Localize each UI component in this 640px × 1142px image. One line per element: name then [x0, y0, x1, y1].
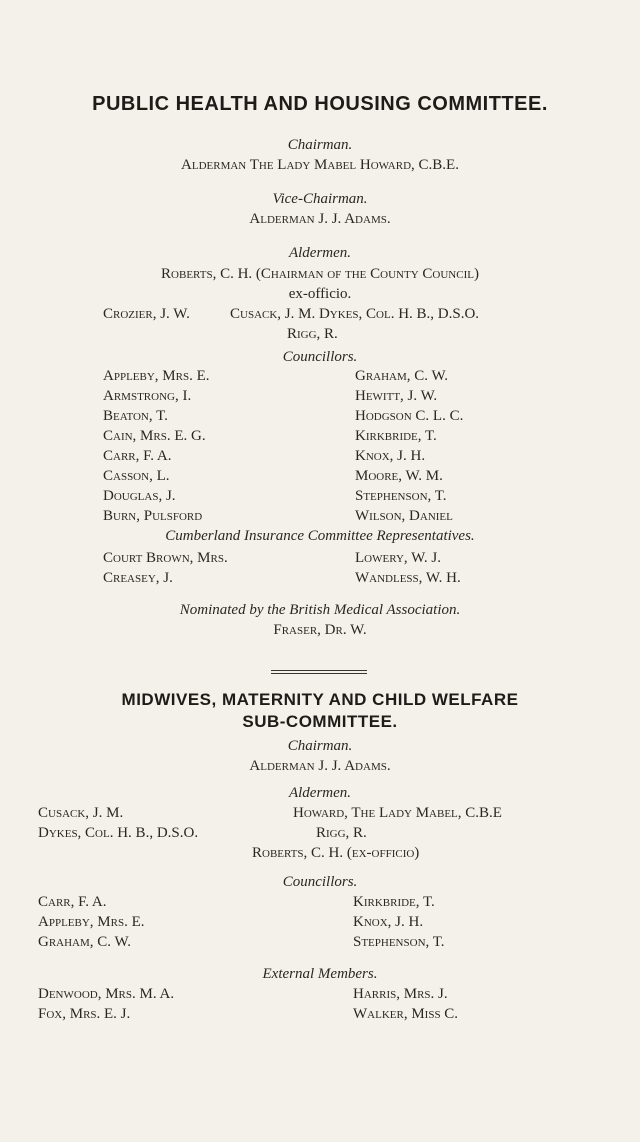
list-item: Creasey, J.: [103, 570, 173, 586]
list-item: Kirkbride, T.: [355, 428, 437, 444]
list-item: Cusack, J. M.: [38, 805, 124, 821]
aldermen-line: Cusack, J. M. Dykes, Col. H. B., D.S.O.: [230, 306, 480, 322]
aldermen-label: Aldermen.: [288, 245, 352, 261]
list-item: Stephenson, T.: [353, 934, 445, 950]
list-item: Hodgson C. L. C.: [355, 408, 464, 424]
councillors-label: Councillors.: [282, 349, 358, 365]
subcommittee-title: SUB-COMMITTEE.: [242, 712, 398, 731]
list-item: Court Brown, Mrs.: [103, 550, 228, 566]
list-item: Burn, Pulsford: [103, 508, 203, 524]
list-item: Knox, J. H.: [353, 914, 424, 930]
list-item: Carr, F. A.: [103, 448, 172, 464]
aldermen-line: ex-officio.: [288, 286, 352, 302]
sub-aldermen-label: Aldermen.: [288, 785, 352, 801]
sub-chairman-name: Alderman J. J. Adams.: [249, 758, 391, 774]
list-item: Appleby, Mrs. E.: [103, 368, 210, 384]
list-item: Denwood, Mrs. M. A.: [38, 986, 175, 1002]
aldermen-line: Crozier, J. W.: [103, 306, 190, 322]
list-item: Hewitt, J. W.: [355, 388, 438, 404]
sub-chairman-label: Chairman.: [287, 738, 353, 754]
divider: [271, 673, 367, 674]
list-item: Dykes, Col. H. B., D.S.O.: [38, 825, 199, 841]
list-item: Casson, L.: [103, 468, 170, 484]
aldermen-line: Roberts, C. H. (Chairman of the County Council): [161, 266, 479, 282]
sub-councillors-label: Councillors.: [282, 874, 358, 890]
external-label: External Members.: [262, 966, 378, 982]
bma-label: Nominated by the British Medical Association.: [179, 602, 461, 618]
list-item: Armstrong, I.: [103, 388, 192, 404]
vice-chairman-name: Alderman J. J. Adams.: [249, 211, 391, 227]
aldermen-line: Rigg, R.: [287, 326, 338, 342]
list-item: Roberts, C. H. (ex-officio): [252, 845, 420, 861]
list-item: Knox, J. H.: [355, 448, 426, 464]
chairman-label: Chairman.: [287, 137, 353, 153]
chairman-name: Alderman The Lady Mabel Howard, C.B.E.: [181, 157, 459, 173]
list-item: Carr, F. A.: [38, 894, 107, 910]
list-item: Kirkbride, T.: [353, 894, 435, 910]
list-item: Stephenson, T.: [355, 488, 447, 504]
list-item: Lowery, W. J.: [355, 550, 441, 566]
vice-chairman-label: Vice-Chairman.: [272, 191, 368, 207]
list-item: Wilson, Daniel: [355, 508, 453, 524]
list-item: Cain, Mrs. E. G.: [103, 428, 206, 444]
list-item: Beaton, T.: [103, 408, 168, 424]
list-item: Moore, W. M.: [355, 468, 443, 484]
list-item: Graham, C. W.: [38, 934, 132, 950]
list-item: Rigg, R.: [316, 825, 367, 841]
list-item: Wandless, W. H.: [355, 570, 461, 586]
list-item: Howard, The Lady Mabel, C.B.E: [293, 805, 502, 821]
bma-member: Fraser, Dr. W.: [273, 622, 367, 638]
list-item: Fox, Mrs. E. J.: [38, 1006, 131, 1022]
list-item: Appleby, Mrs. E.: [38, 914, 145, 930]
insurance-label: Cumberland Insurance Committee Representatives.: [165, 528, 475, 544]
list-item: Walker, Miss C.: [353, 1006, 459, 1022]
divider: [271, 670, 367, 671]
subcommittee-title: MIDWIVES, MATERNITY AND CHILD WELFARE: [121, 690, 519, 709]
list-item: Douglas, J.: [103, 488, 176, 504]
list-item: Harris, Mrs. J.: [353, 986, 448, 1002]
committee-title: PUBLIC HEALTH AND HOUSING COMMITTEE.: [92, 93, 548, 115]
list-item: Graham, C. W.: [355, 368, 449, 384]
